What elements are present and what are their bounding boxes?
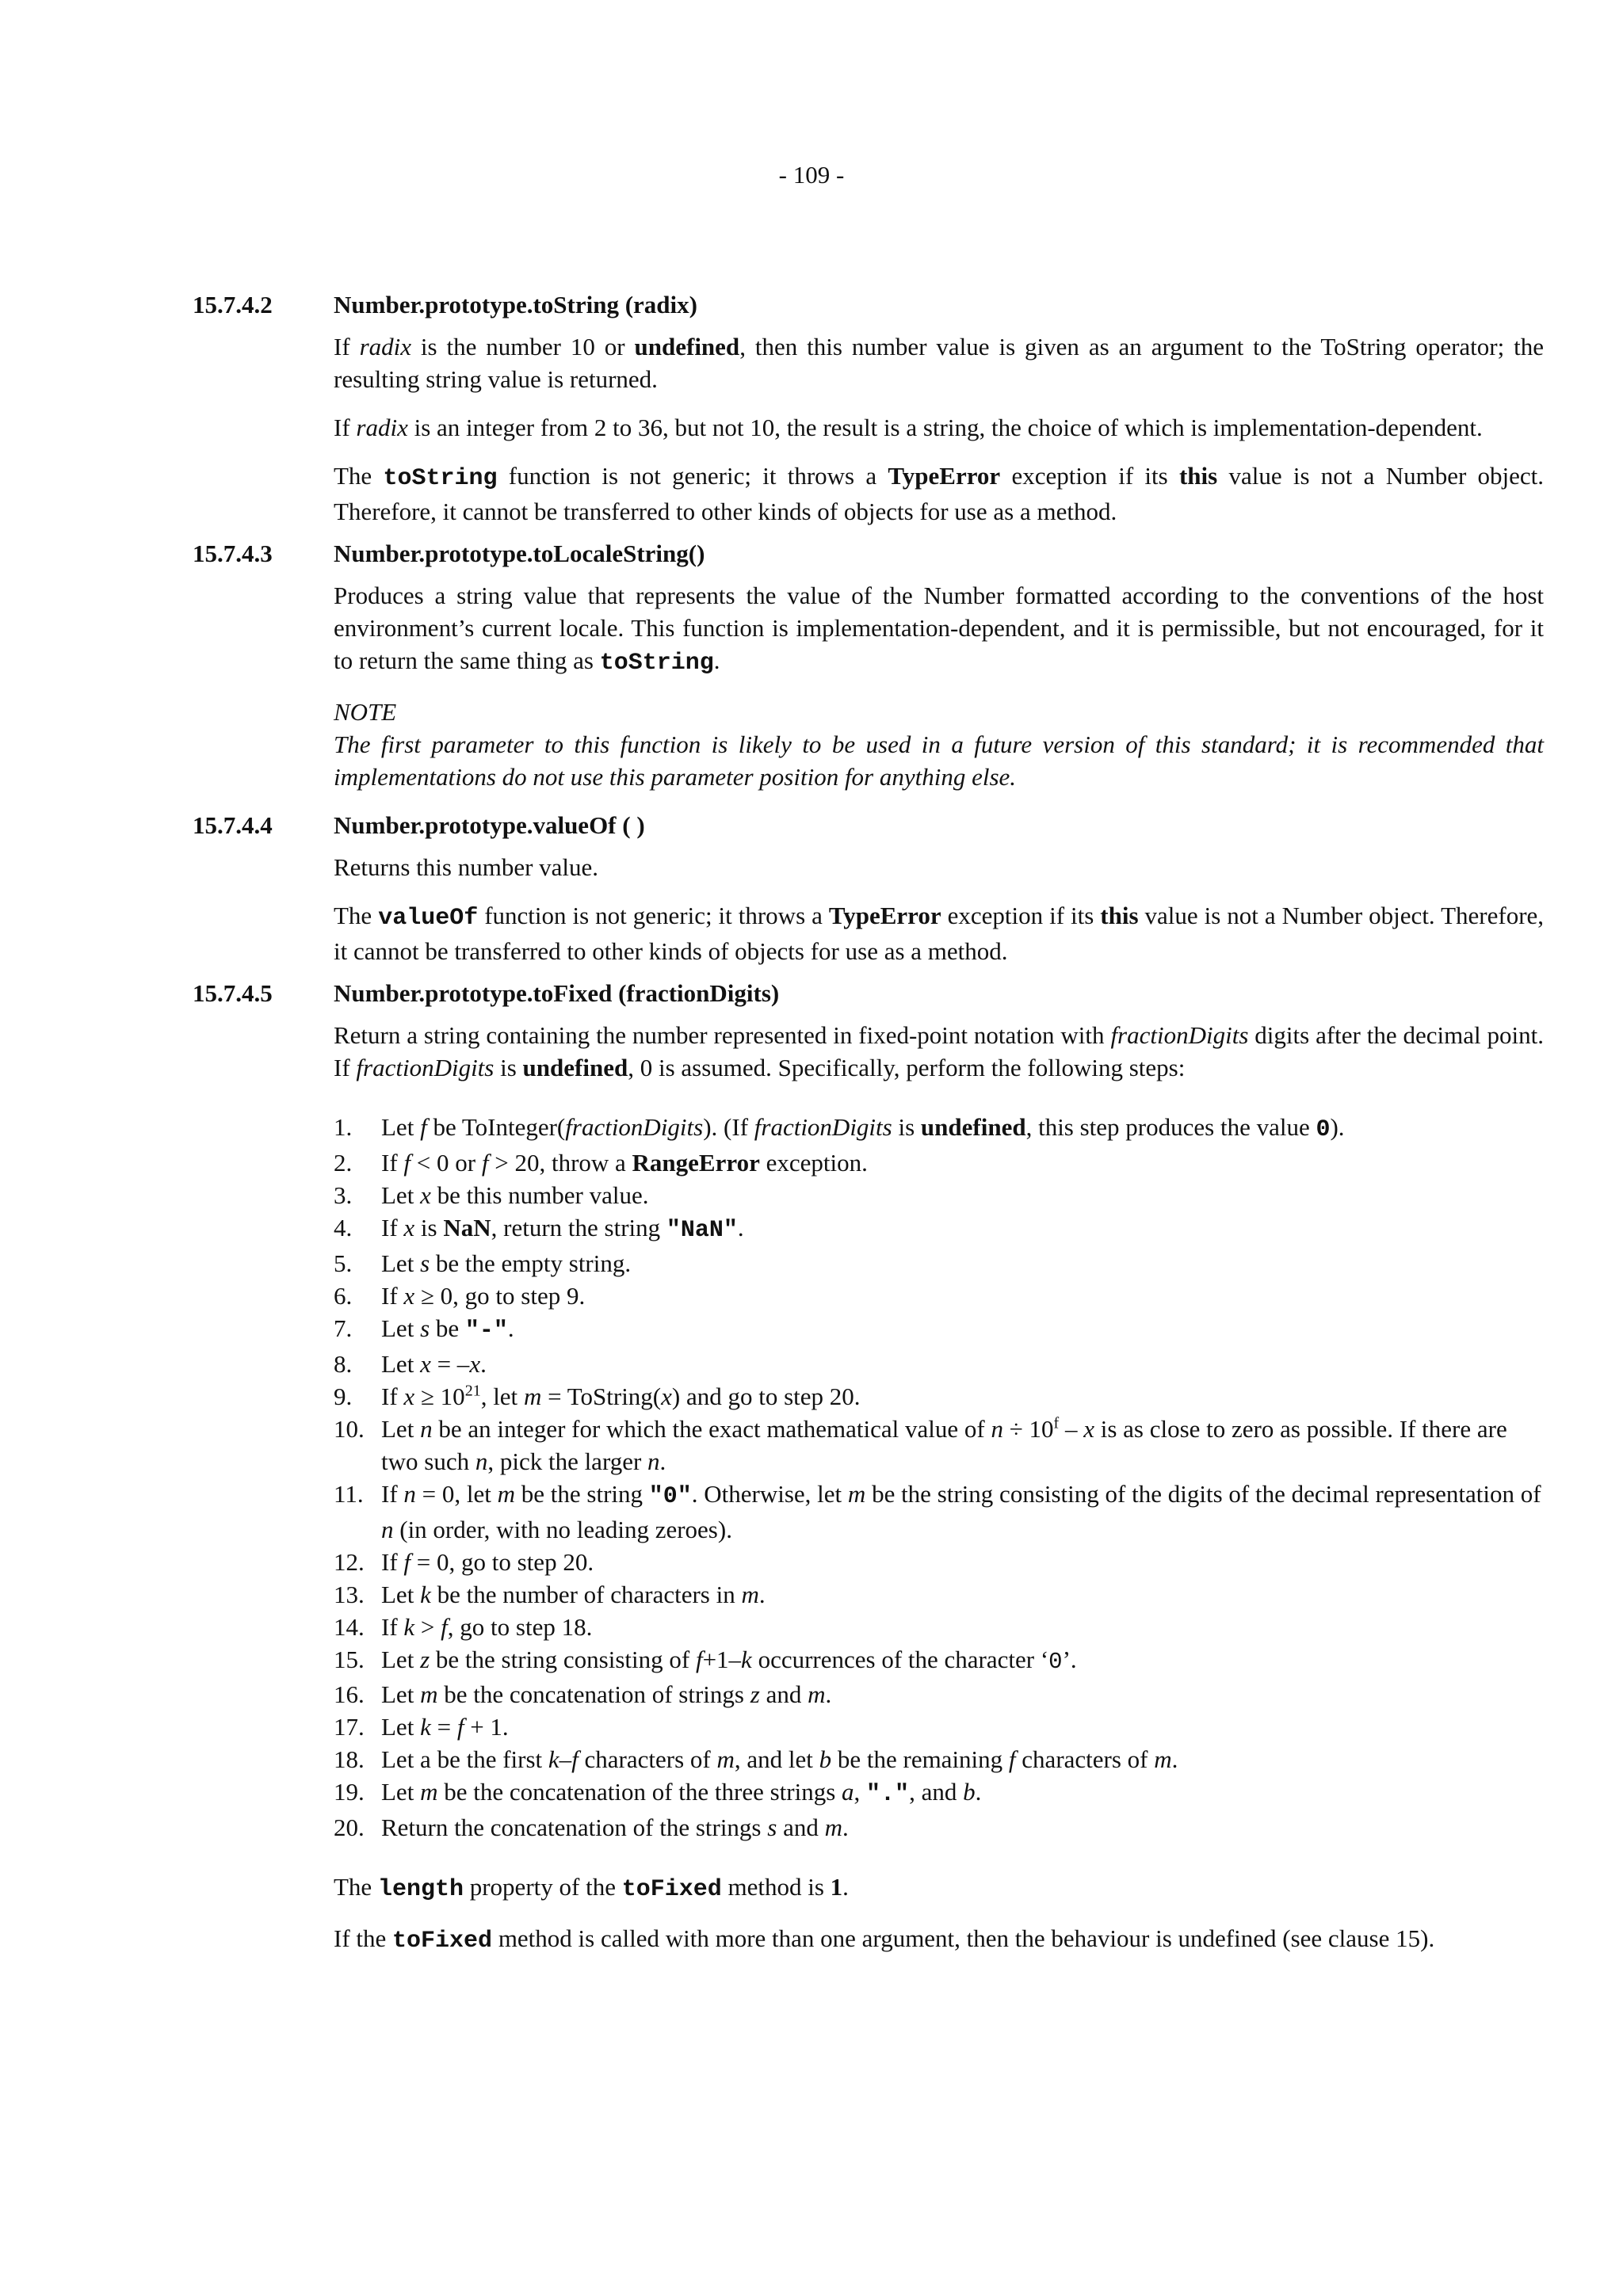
paragraph: Returns this number value. — [334, 853, 599, 881]
paragraph: If radix is the number 10 or undefined, then this number value is given as an argument to the ToString operator; the resulting string value is returned. — [334, 333, 1544, 393]
section-title: Number.prototype.toString (radix) — [334, 291, 697, 318]
list-item: 11. If n = 0, let m be the string "0". Otherwise, let m be the string consisting of the digits of the decimal representation of n (in order, with no leading zeroes). — [334, 1480, 1541, 1543]
section-tostring — [193, 288, 1544, 528]
paragraph: If radix is an integer from 2 to 36, but not 10, the result is a string, the choice of which is implementation-dependent. — [334, 414, 1483, 441]
section-heading — [193, 288, 1544, 321]
paragraph: The valueOf function is not generic; it throws a TypeError exception if its this value is not a Number object. Therefore, it cannot be transferred to other kinds of objects for use as a method. — [334, 902, 1545, 965]
section-tofixed — [193, 977, 1544, 1958]
note-text: The first parameter to this function is likely to be used in a future version of this standard; it is recommended that implementations do not use this parameter position for anything else. — [334, 730, 1544, 791]
paragraph: The length property of the toFixed method is 1. — [334, 1873, 849, 1903]
section-number: 15.7.4.3 — [193, 540, 273, 567]
section-heading — [193, 977, 1544, 1009]
list-item: 12. If f = 0, go to step 20. — [334, 1548, 594, 1576]
section-body — [334, 1019, 1544, 1958]
list-item: 13. Let k be the number of characters in m. — [334, 1581, 766, 1608]
paragraph: If the toFixed method is called with more than one argument, then the behaviour is undefined (see clause 15). — [334, 1924, 1435, 1955]
list-item: 18. Let a be the first k–f characters of m, and let b be the remaining f characters of m. — [334, 1745, 1178, 1773]
section-body — [334, 330, 1544, 528]
section-heading — [193, 809, 1544, 841]
page-content — [193, 288, 1544, 1967]
section-body — [334, 579, 1544, 793]
paragraph: Produces a string value that represents the value of the Number formatted according to the conventions of the host environment’s current locale. This function is implementation-dependent, and it is permissible, but not encouraged, for it to return the same thing as toString. — [334, 582, 1544, 677]
note-label: NOTE — [334, 698, 397, 726]
list-item: 19. Let m be the concatenation of the three strings a, ".", and b. — [334, 1778, 982, 1808]
list-item: 7. Let s be "-". — [334, 1314, 514, 1344]
list-item: 2. If f < 0 or f > 20, throw a RangeError exception. — [334, 1149, 868, 1177]
section-valueof — [193, 809, 1544, 967]
section-number: 15.7.4.2 — [193, 291, 273, 318]
list-item: 6. If x ≥ 0, go to step 9. — [334, 1282, 586, 1310]
algorithm-steps — [334, 1111, 1544, 1844]
paragraph: Return a string containing the number represented in fixed-point notation with fractionDigits digits after the decimal point. If fractionDigits is undefined, 0 is assumed. Specifically, perform the following steps: — [334, 1021, 1545, 1081]
section-number: 15.7.4.4 — [193, 811, 273, 839]
page-number: - 109 - — [778, 161, 845, 189]
list-item: 8. Let x = –x. — [334, 1350, 487, 1378]
section-heading — [193, 537, 1544, 570]
list-item: 20. Return the concatenation of the strings s and m. — [334, 1814, 849, 1841]
section-title: Number.prototype.toLocaleString() — [334, 540, 705, 567]
list-item: 9. If $x \ge 10^{21}$, let m = ToString(x) and go to step 20. — [334, 1382, 861, 1410]
section-title: Number.prototype.valueOf ( ) — [334, 811, 645, 839]
list-item: 4. If x is NaN, return the string "NaN". — [334, 1214, 744, 1244]
paragraph: The toString function is not generic; it throws a TypeError exception if its this value is not a Number object. Therefore, it cannot be transferred to other kinds of objects for use as a method. — [334, 462, 1545, 525]
section-tolocalestring — [193, 537, 1544, 793]
section-title: Number.prototype.toFixed (fractionDigits) — [334, 979, 780, 1007]
list-item: 15. Let z be the string consisting of f+1–k occurrences of the character ‘0’. — [334, 1646, 1077, 1675]
list-item: 1. Let f be ToInteger(fractionDigits). (If fractionDigits is undefined, this step produces the value 0). — [334, 1113, 1345, 1143]
section-number: 15.7.4.5 — [193, 979, 273, 1007]
list-item: 5. Let s be the empty string. — [334, 1249, 632, 1277]
list-item: 17. Let k = f + 1. — [334, 1713, 509, 1741]
list-item: 14. If k > f, go to step 18. — [334, 1613, 593, 1641]
list-item: 16. Let m be the concatenation of strings z and m. — [334, 1680, 832, 1708]
note-block — [334, 696, 1544, 793]
list-item: 3. Let x be this number value. — [334, 1181, 649, 1209]
list-item: 10. Let n be an integer for which the exact mathematical value of $n \div 10^f - x$ is as close to zero as possible. If there are two such n, pick the larger n. — [334, 1414, 1507, 1475]
section-body — [334, 851, 1544, 967]
